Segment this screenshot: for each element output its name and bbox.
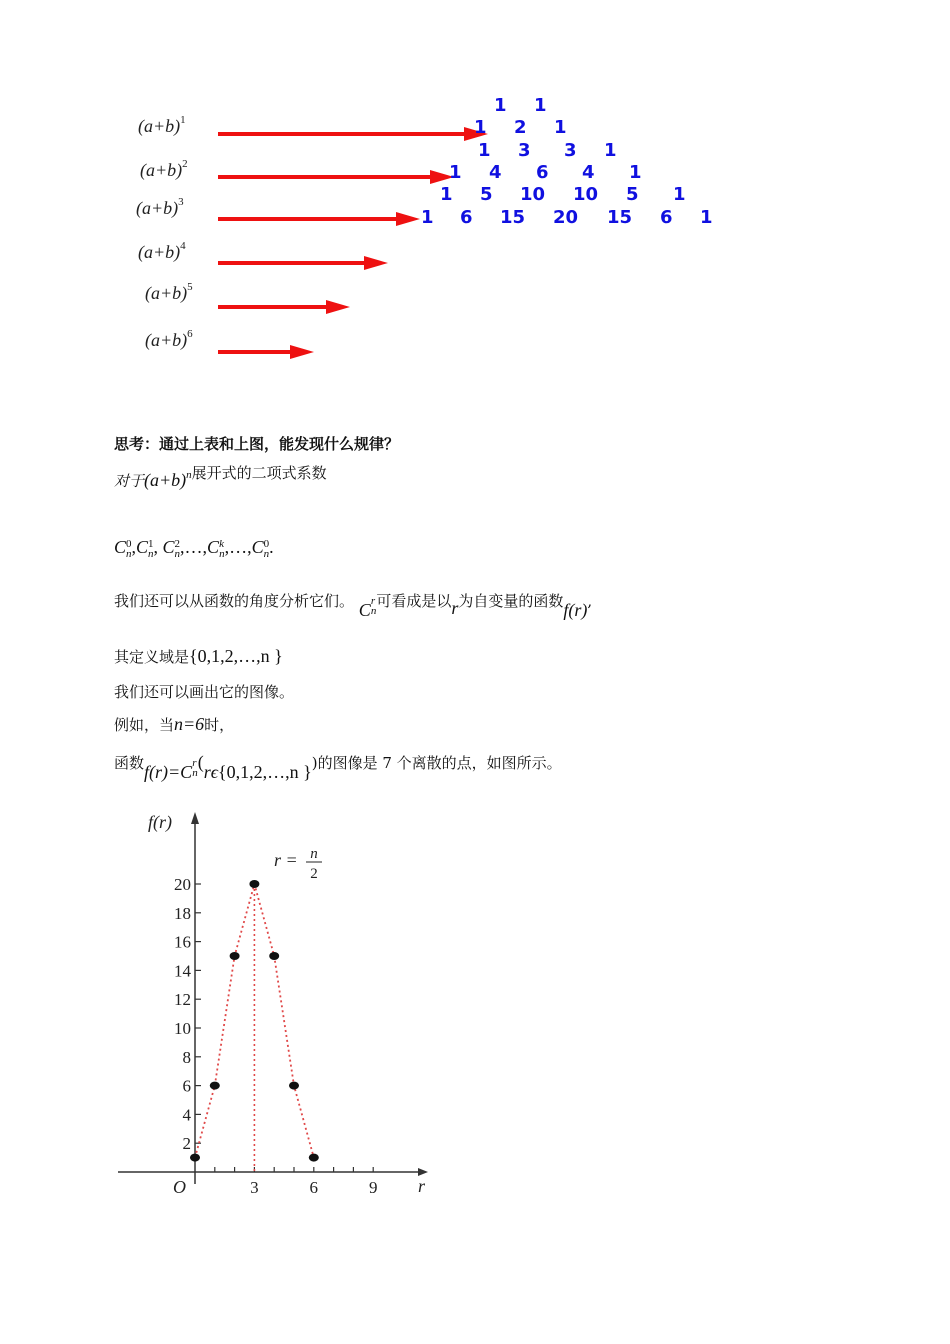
y-tick-label-6: 6 — [182, 1076, 191, 1096]
x-tick-label-6: 6 — [309, 1178, 319, 1197]
for-expr: (a+b) — [144, 470, 187, 490]
function-line — [114, 590, 593, 620]
function-chart — [100, 800, 450, 1210]
function-intro: 我们还可以从函数的角度分析它们。 — [114, 592, 355, 610]
y-tick-label-20: 20 — [174, 875, 191, 894]
for-suffix: 展开式的二项式系数 — [191, 464, 327, 482]
pascal-r5-n3: 10 — [520, 184, 546, 205]
pascal-r2-n3: 1 — [554, 117, 567, 138]
pascal-r4-n5: 1 — [629, 162, 642, 183]
annotation-n: n — [310, 846, 318, 862]
domain-set: {0,1,2,…,n } — [189, 646, 283, 666]
x-tick-label-9: 9 — [368, 1178, 378, 1197]
coef-c0: C — [114, 537, 127, 557]
pascal-r6-n6: 6 — [660, 207, 673, 228]
y-tick-label-10: 10 — [174, 1019, 191, 1038]
desc-c-sup: r — [192, 757, 197, 769]
coef-sup-k: k — [219, 538, 224, 550]
y-tick-label-18: 18 — [174, 903, 191, 923]
coef-sub-n: n — [263, 548, 270, 560]
pascal-r2-n1: 1 — [474, 117, 487, 138]
arrow-4 — [218, 256, 388, 270]
pascal-r6-n1: 1 — [421, 207, 434, 228]
annotation-r: r = — [274, 850, 298, 870]
expansion-6: $(a+b)^6$ — [145, 328, 193, 350]
arrow-5 — [218, 300, 350, 314]
function-text-b: 可看成是以 — [376, 592, 452, 610]
coef-dots-2: … — [229, 537, 248, 557]
pascal-r5-n1: 1 — [440, 184, 453, 205]
coef-sup-1: 1 — [148, 538, 154, 550]
example-line — [114, 714, 234, 735]
desc-set: {0,1,2,…,n } — [217, 762, 312, 782]
pascal-r6-n4: 20 — [553, 207, 579, 228]
arrow-1 — [218, 127, 488, 141]
pascal-r4-n1: 1 — [449, 162, 462, 183]
pascal-r6-n2: 6 — [460, 207, 473, 228]
desc-c-sub: n — [192, 767, 198, 779]
arrow-6 — [218, 345, 314, 359]
coef-ck: C — [207, 537, 220, 557]
pascal-r1-n1: 1 — [494, 95, 507, 116]
data-point-4 — [269, 952, 279, 960]
expansion-5: $(a+b)^5$ — [145, 281, 193, 303]
pascal-r6-n5: 15 — [607, 207, 633, 228]
example-text-a: 例如，当 — [114, 716, 175, 734]
desc-fr: (r)=C — [149, 762, 193, 782]
desc-r: r — [203, 762, 211, 782]
pascal-r3-n2: 3 — [518, 140, 531, 161]
pascal-r5-n4: 10 — [573, 184, 599, 205]
coef-c1: C — [136, 537, 149, 557]
function-text-c: 为自变量的函数 — [458, 592, 564, 610]
x-axis-label: r — [418, 1176, 426, 1196]
coef-sub-2: n — [174, 548, 181, 560]
annotation-2: 2 — [310, 866, 318, 882]
data-point-2 — [230, 952, 240, 960]
coef-sup-n: 0 — [263, 538, 270, 550]
x-tick-label-3: 3 — [250, 1178, 259, 1197]
data-point-0 — [190, 1154, 200, 1162]
expansion-1: $(a+b)^1$ — [138, 114, 186, 136]
pascal-r6-n3: 15 — [500, 207, 526, 228]
function-comma: , — [587, 592, 593, 610]
coef-sub-0: n — [126, 548, 132, 560]
coef-dots-1: … — [184, 537, 203, 557]
domain-line — [114, 646, 283, 667]
arrows-svg — [0, 0, 950, 380]
pascal-r6-n7: 1 — [700, 207, 713, 228]
arrow-3 — [218, 212, 420, 226]
expansion-4: $(a+b)^4$ — [138, 240, 186, 262]
coef-sub-1: n — [148, 548, 154, 560]
y-tick-label-16: 16 — [174, 932, 191, 952]
pascal-r3-n4: 1 — [604, 140, 617, 161]
desc-paren: ( — [197, 752, 204, 772]
scatter-description-line — [114, 752, 562, 782]
pascal-r5-n2: 5 — [480, 184, 493, 205]
y-axis-arrow — [191, 812, 199, 824]
pascal-r5-n5: 5 — [626, 184, 639, 205]
data-point-6 — [309, 1154, 319, 1162]
function-c-sup: r — [370, 595, 376, 607]
pascal-r5-n6: 1 — [673, 184, 686, 205]
x-axis-arrow — [418, 1168, 428, 1176]
function-fr: (r) — [568, 600, 588, 620]
desc-text-a: 函数 — [114, 754, 145, 772]
coefficient-list: C 0 n ,C 1 n , C 2 n ,…,C k n ,…,C 0 n . — [114, 537, 274, 560]
pascal-r3-n3: 3 — [564, 140, 577, 161]
desc-in: ϵ — [210, 762, 218, 782]
origin-label: O — [173, 1177, 186, 1197]
desc-f: f — [144, 762, 150, 782]
pascal-r4-n3: 6 — [536, 162, 549, 183]
arrow-2 — [218, 170, 454, 184]
y-tick-label-4: 4 — [182, 1105, 191, 1125]
for-line — [114, 464, 327, 493]
y-tick-label-12: 12 — [174, 990, 191, 1010]
desc-text-b: )的图像是 7 个离散的点，如图所示。 — [311, 754, 562, 772]
think-question: 思考：通过上表和上图，能发现什么规律？ — [114, 435, 400, 453]
coef-cn: C — [251, 537, 264, 557]
example-text-b: 时， — [204, 716, 235, 734]
coef-sup-2: 2 — [174, 538, 181, 550]
domain-text: 其定义域是 — [114, 648, 190, 666]
pascal-r4-n4: 4 — [582, 162, 595, 183]
pascal-r1-n2: 1 — [534, 95, 547, 116]
pascal-r4-n2: 4 — [489, 162, 502, 183]
function-var: r — [451, 598, 459, 618]
for-prefix: 对于 — [114, 472, 145, 490]
coef-sub-k: n — [219, 548, 225, 560]
y-tick-label-14: 14 — [174, 961, 191, 981]
graph-line: 我们还可以画出它的图像。 — [114, 683, 295, 701]
function-c-sub: n — [370, 605, 377, 617]
for-power: n — [186, 469, 192, 481]
example-eq: n=6 — [174, 714, 205, 734]
y-tick-label-8: 8 — [182, 1047, 191, 1067]
coef-c2: C — [162, 537, 175, 557]
y-tick-label-2: 2 — [182, 1134, 191, 1154]
coef-sup-0: 0 — [126, 538, 132, 550]
function-f: f — [563, 600, 569, 620]
expansion-3: $(a+b)^3$ — [136, 196, 184, 218]
expansion-2: $(a+b)^2$ — [140, 158, 188, 180]
pascal-r2-n2: 2 — [514, 117, 527, 138]
pascal-r3-n1: 1 — [478, 140, 491, 161]
y-axis-label: f(r) — [148, 812, 172, 832]
function-c: C — [358, 600, 371, 620]
data-point-3 — [249, 880, 259, 888]
data-point-1 — [210, 1082, 220, 1090]
data-point-5 — [289, 1082, 299, 1090]
